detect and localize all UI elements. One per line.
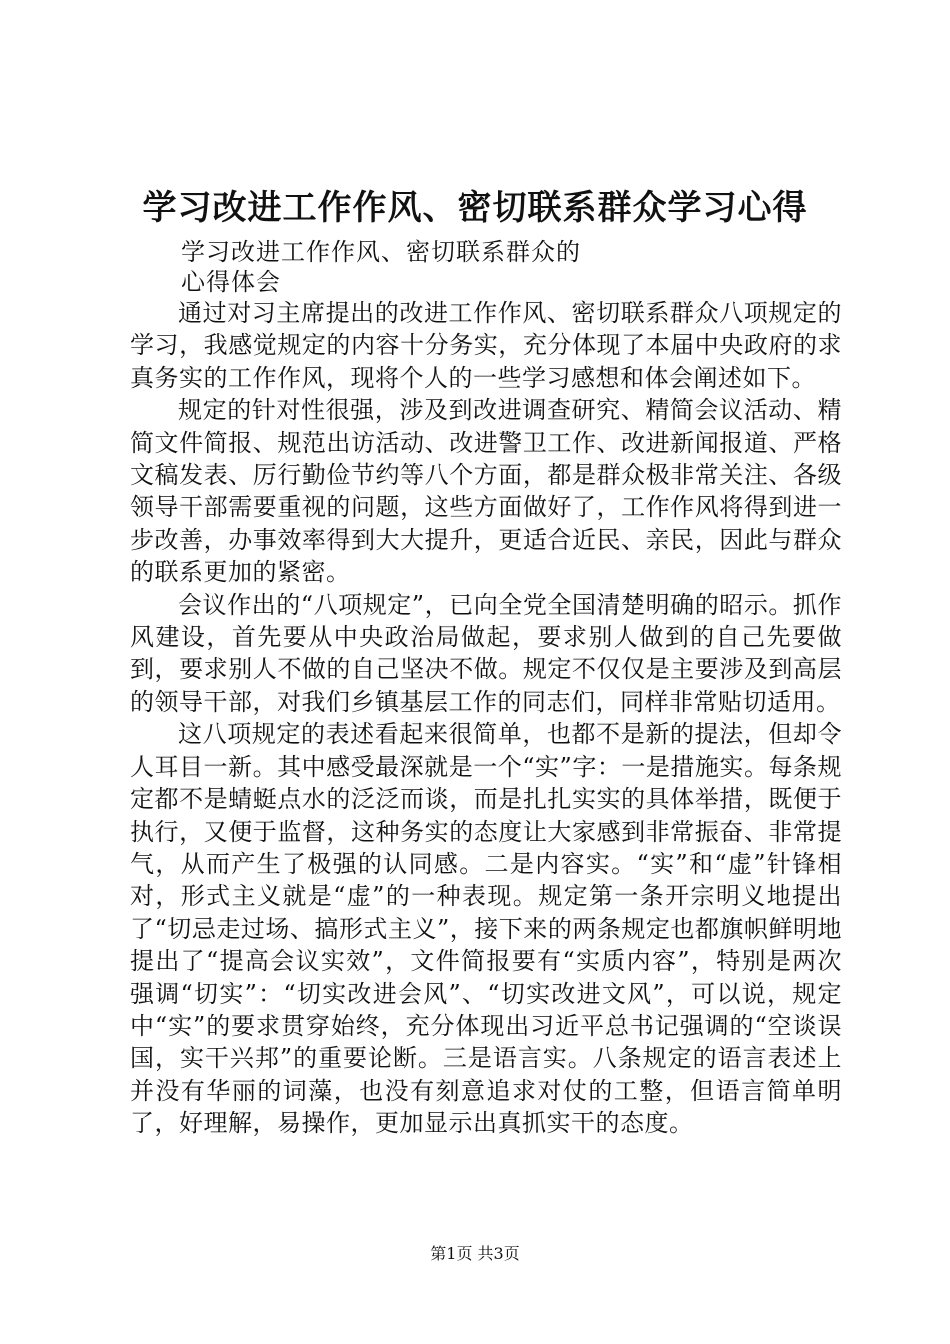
subtitle-line-1: 学习改进工作作风、密切联系群众的 [181,238,581,266]
paragraph-2: 规定的针对性很强，涉及到改进调查研究、精简会议活动、精简文件简报、规范出访活动、改进警卫工作、改进新闻报道、严格文稿发表、厉行勤俭节约等八个方面，都是群众极非常关注、各级领导干部需要重视的问题，这些方面做好了，工作作风将得到进一步改善，办事效率得到大大提升，更适合近民、亲民，因此与群众的联系更加的紧密。 [130,396,842,587]
paragraph-4: 这八项规定的表述看起来很简单，也都不是新的提法，但却令人耳目一新。其中感受最深就是一个“实”字：一是措施实。每条规定都不是蜻蜓点水的泛泛而谈，而是扎扎实实的具体举措，既便于执行，又便于监督，这种务实的态度让大家感到非常振奋、非常提气，从而产生了极强的认同感。二是内容实。“实”和“虚”针锋相对，形式主义就是“虚”的一种表现。规定第一条开宗明义地提出了“切忌走过场、搞形式主义”，接下来的两条规定也都旗帜鲜明地提出了“提高会议实效”，文件简报要有“实质内容”，特别是两次强调“切实”：“切实改进会风”、“切实改进文风”，可以说，规定中“实”的要求贯穿始终，充分体现出习近平总书记强调的“空谈误国，实干兴邦”的重要论断。三是语言实。八条规定的语言表述上并没有华丽的词藻，也没有刻意追求对仗的工整，但语言简单明了，好理解，易操作，更加显示出真抓实干的态度。 [130,720,842,1138]
page-footer: 第1页 共3页 [430,1244,520,1263]
document-body [130,297,842,1140]
paragraph-3: 会议作出的“八项规定”，已向全党全国清楚明确的昭示。抓作风建设，首先要从中央政治局做起，要求别人做到的自己先要做到，要求别人不做的自己坚决不做。规定不仅仅是主要涉及到高层的领导干部，对我们乡镇基层工作的同志们，同样非常贴切适用。 [130,590,842,716]
subtitle-line-2: 心得体会 [181,268,281,296]
document-title: 学习改进工作作风、密切联系群众学习心得 [142,188,808,228]
paragraph-1: 通过对习主席提出的改进工作作风、密切联系群众八项规定的学习，我感觉规定的内容十分务实，充分体现了本届中央政府的求真务实的工作作风，现将个人的一些学习感想和体会阐述如下。 [130,299,842,392]
